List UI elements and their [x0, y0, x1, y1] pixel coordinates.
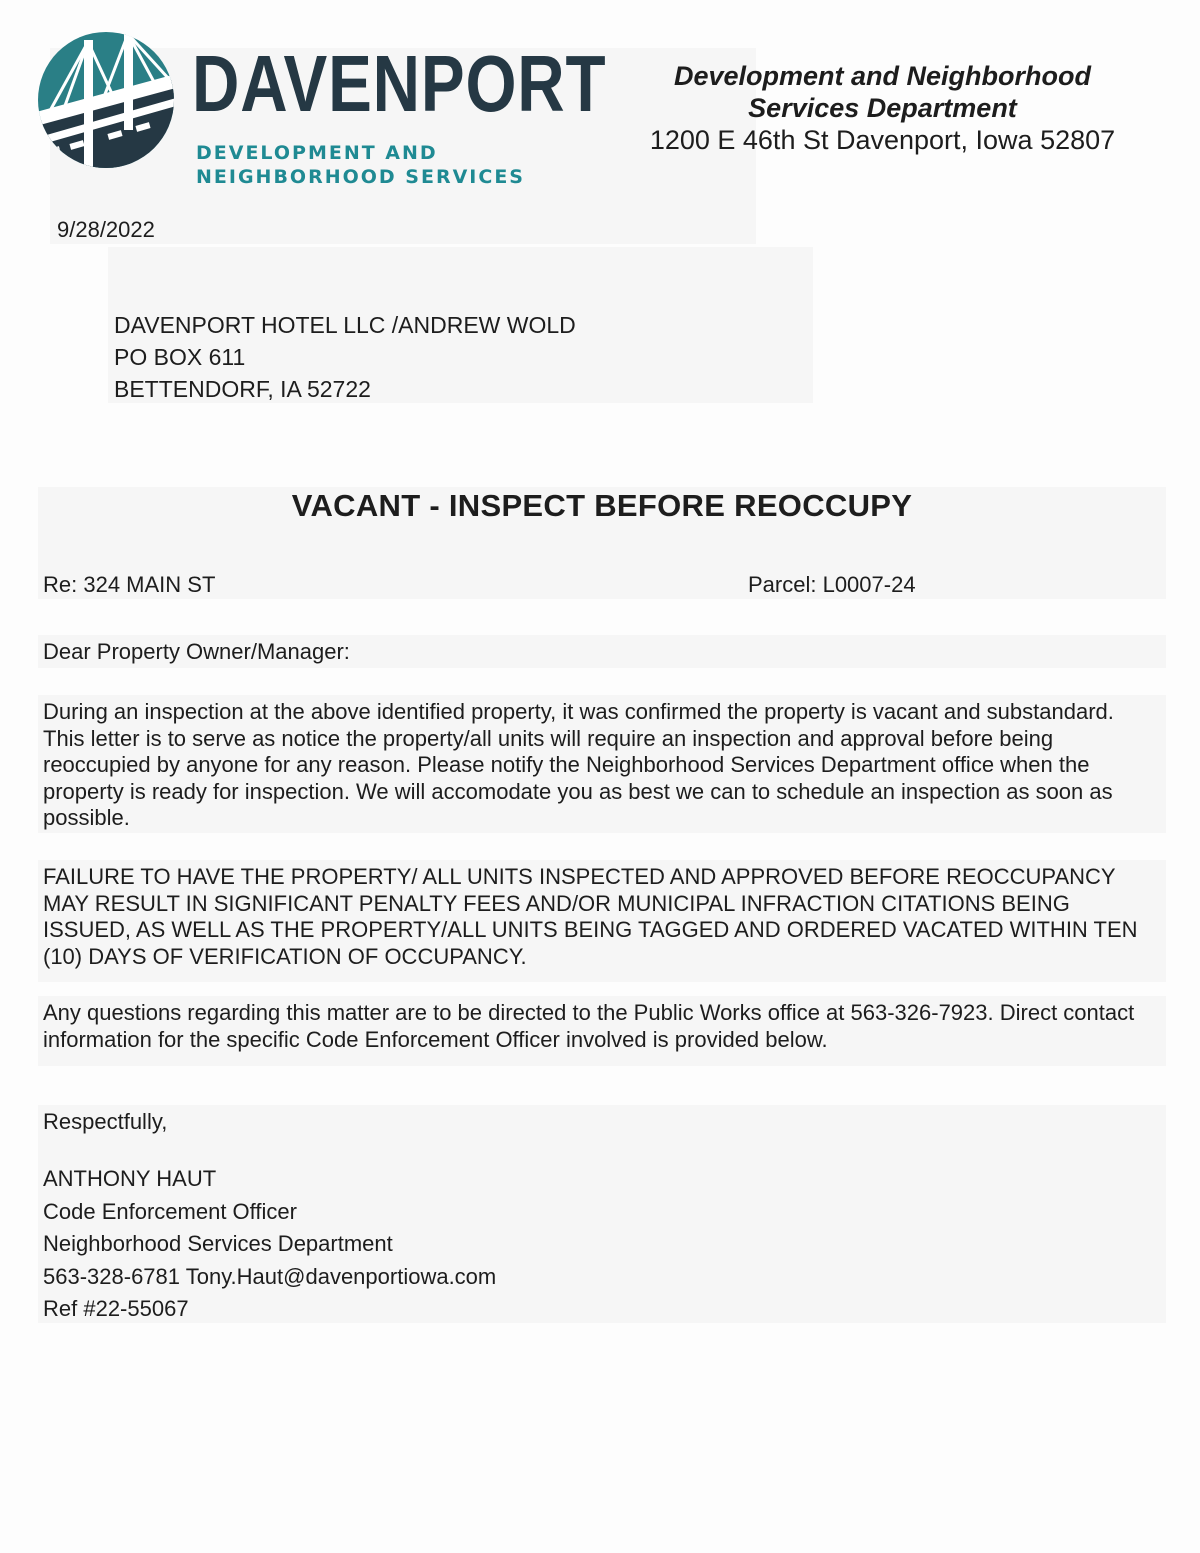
department-header: [620, 60, 1145, 156]
re-property: Re: 324 MAIN ST: [43, 572, 216, 597]
signer-contact: 563-328-6781 Tony.Haut@davenportiowa.com: [43, 1263, 497, 1289]
body-paragraph-2: FAILURE TO HAVE THE PROPERTY/ ALL UNITS INSPECTED AND APPROVED BEFORE REOCCUPANCY MAY RESULT IN SIGNIFICANT PENALTY FEES AND/OR MUNICIPAL INFRACTION CITATIONS BEING ISSUED, AS WELL AS THE PROPERTY/ALL UNITS BEING TAGGED AND ORDERED VACATED WITHIN TEN (10) DAYS OF VERIFICATION OF OCCUPANCY.: [43, 864, 1138, 969]
signer-role: Code Enforcement Officer: [43, 1198, 297, 1224]
body-paragraph-3: Any questions regarding this matter are to be directed to the Public Works office at 563-326-7923. Direct contact information for the specific Code Enforcement Officer involved is provided below.: [43, 1000, 1135, 1052]
logo-subtitle-line1: DEVELOPMENT AND: [196, 142, 438, 164]
logo-wordmark: DAVENPORT: [192, 39, 607, 128]
recipient-line2: PO BOX 611: [114, 344, 246, 370]
reference-number: Ref #22-55067: [43, 1296, 189, 1321]
recipient-address: [114, 309, 576, 405]
department-name-line2: Services Department: [748, 93, 1017, 123]
recipient-line3: BETTENDORF, IA 52722: [114, 376, 371, 402]
bridge-emblem-icon: [36, 30, 176, 170]
signature-block: [43, 1163, 496, 1326]
parcel-number: Parcel: L0007-24: [748, 572, 916, 597]
closing: Respectfully,: [43, 1109, 168, 1134]
notice-title: VACANT - INSPECT BEFORE REOCCUPY: [291, 488, 913, 523]
signer-department: Neighborhood Services Department: [43, 1231, 393, 1256]
signer-name: ANTHONY HAUT: [43, 1166, 217, 1191]
davenport-logo: [36, 30, 607, 190]
department-name-line1: Development and Neighborhood: [673, 61, 1091, 91]
department-address: 1200 E 46th St Davenport, Iowa 52807: [649, 125, 1116, 155]
letter-date: 9/28/2022: [57, 217, 155, 242]
logo-subtitle-line2: NEIGHBORHOOD SERVICES: [196, 166, 525, 188]
recipient-line1: DAVENPORT HOTEL LLC /ANDREW WOLD: [114, 312, 576, 338]
body-paragraph-1: During an inspection at the above identified property, it was confirmed the property is vacant and substandard. This letter is to serve as notice the property/all units will require an inspection and approval before being reoccupied by anyone for any reason. Please notify the Neighborhood Services Department office when the property is ready for inspection. We will accomodate you as best we can to schedule an inspection as soon as possible.: [43, 699, 1114, 830]
salutation: Dear Property Owner/Manager:: [43, 639, 350, 664]
